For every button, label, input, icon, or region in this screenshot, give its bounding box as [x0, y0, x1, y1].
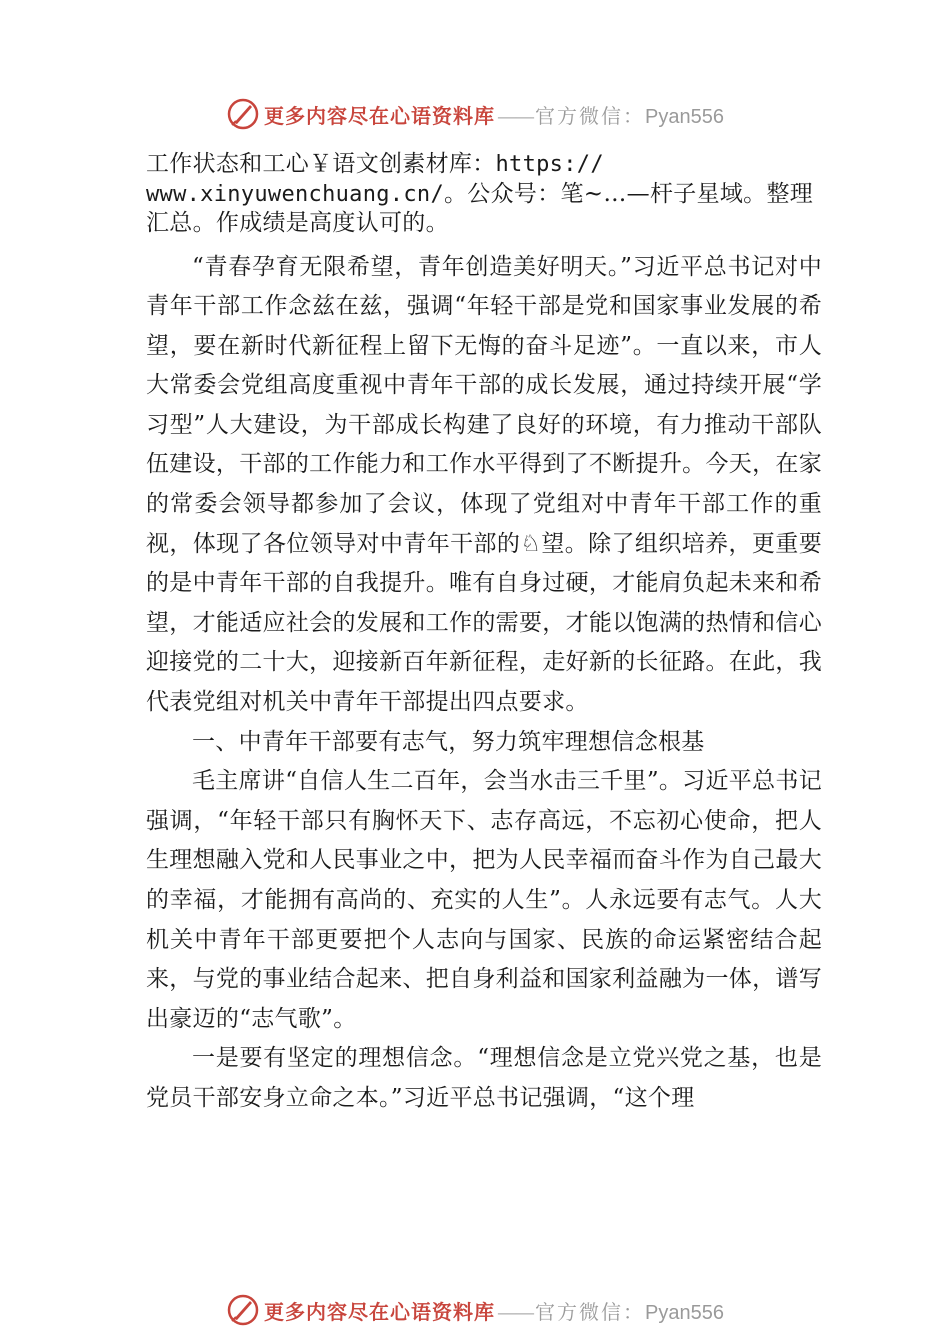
- footer-watermark-banner: [0, 1290, 950, 1330]
- quill-logo-icon: [226, 97, 260, 131]
- quill-logo-icon: [226, 1293, 260, 1327]
- section-heading-1: 一、中青年干部要有志气，努力筑牢理想信念根基: [192, 728, 705, 755]
- header-watermark-banner: [0, 94, 950, 134]
- banner-main-text: 更多内容尽在心语资料库: [264, 1299, 496, 1324]
- banner-wechat-id: Pyan556: [645, 1301, 724, 1324]
- intro-line1-text: 工作状态和工心￥语文创素材库：: [146, 151, 496, 177]
- paragraph-4: 一是要有坚定的理想信念。“理想信念是立党兴党之基，也是党员干部安身立命之本。”习近平总书记强调，“这个理: [146, 1045, 822, 1111]
- document-body: [146, 150, 822, 1119]
- banner-dash: ——: [497, 103, 534, 128]
- banner-wechat-id: Pyan556: [645, 105, 724, 128]
- banner-sub-text: 官方微信：: [535, 1299, 646, 1324]
- paragraph-3: 毛主席讲“自信人生二百年，会当水击三千里”。习近平总书记强调，“年轻干部只有胸怀天下、志存高远，不忘初心使命，把人生理想融入党和人民事业之中，把为人民幸福而奋斗作为自己最大的幸福，才能拥有高尚的、充实的人生”。人永远要有志气。人大机关中青年干部更要把个人志向与国家、民族的命运紧密结合起来，与党的事业结合起来、把自身利益和国家利益融为一体，谱写出豪迈的“志气歌”。: [146, 768, 822, 1032]
- banner-dash: ——: [497, 1299, 534, 1324]
- intro-line2-url: www.xinyuwenchuang.cn/: [146, 181, 444, 207]
- intro-line3-text: 汇总。作成绩是高度认可的。: [146, 210, 449, 236]
- paragraph-intro: [146, 150, 822, 238]
- intro-line1-url: https://: [495, 152, 604, 177]
- intro-line2-text: 。公众号：笔~…—杆子星域。整理: [444, 180, 814, 207]
- paragraph-1: “青春孕育无限希望，青年创造美好明天。”习近平总书记对中青年干部工作念兹在兹，强调“年轻干部是党和国家事业发展的希望，要在新时代新征程上留下无悔的奋斗足迹”。一直以来，市人大常委会党组高度重视中青年干部的成长发展，通过持续开展“学习型”人大建设，为干部成长构建了良好的环境，有力推动干部队伍建设，干部的工作能力和工作水平得到了不断提升。今天，在家的常委会领导都参加了会议，体现了党组对中青年干部工作的重视，体现了各位领导对中青年干部的♘望。除了组织培养，更重要的是中青年干部的自我提升。唯有自身过硬，才能肩负起未来和希望，才能适应社会的发展和工作的需要，才能以饱满的热情和信心迎接党的二十大，迎接新百年新征程，走好新的长征路。在此，我代表党组对机关中青年干部提出四点要求。: [146, 253, 822, 716]
- banner-main-text: 更多内容尽在心语资料库: [264, 103, 496, 128]
- banner-sub-text: 官方微信：: [535, 103, 646, 128]
